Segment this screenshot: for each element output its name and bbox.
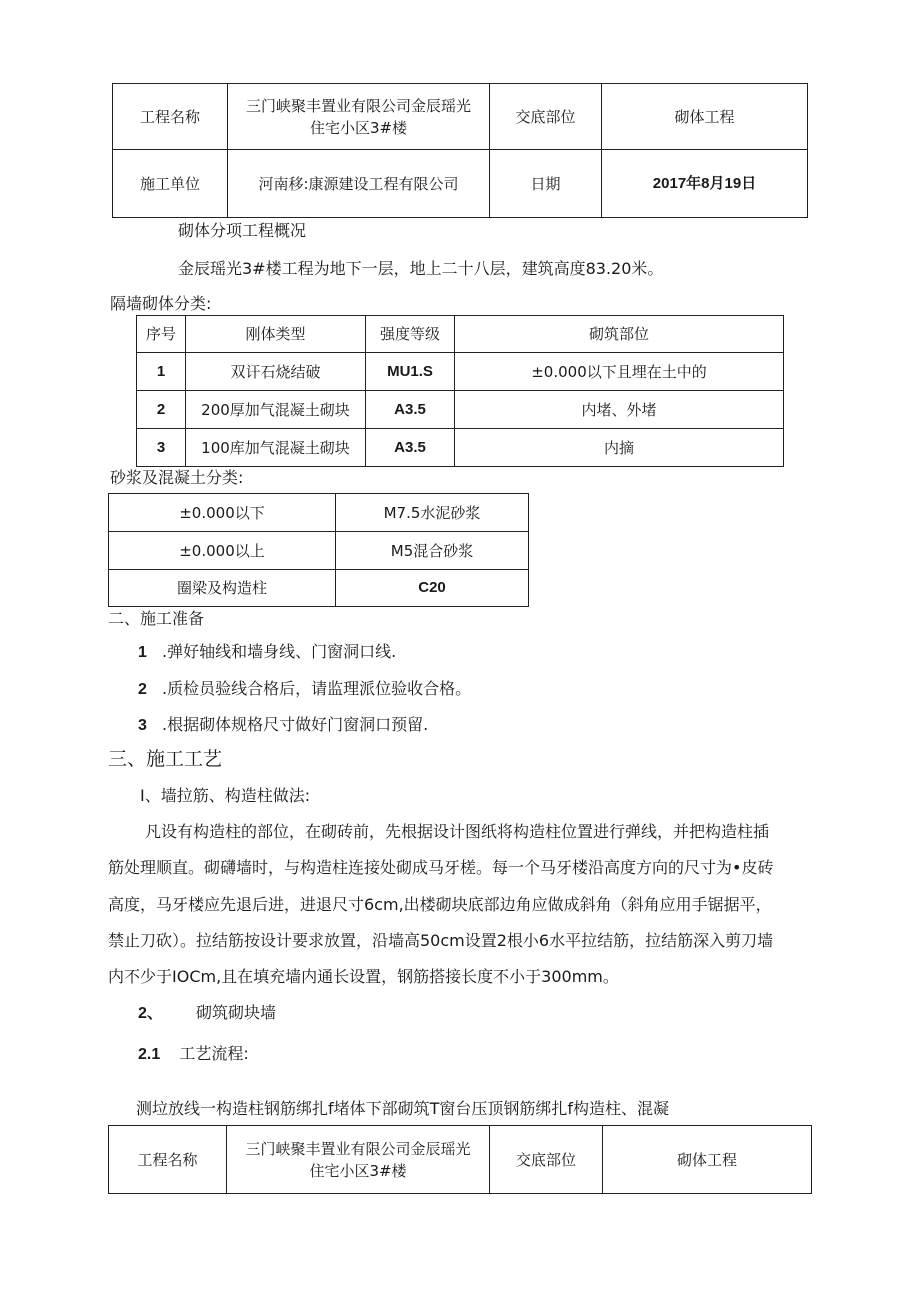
process-flow: 测垃放线一构造柱钢筋绑扎f堵体下部砌筑T窗台压顶钢筋绑扎f构造柱、混凝 (136, 1099, 670, 1118)
prep-item-1 (138, 640, 396, 665)
project-name-2-line2: 住宅小区3#楼 (309, 1161, 407, 1180)
table-row (109, 532, 529, 570)
overview-text: 金辰瑶光3#楼工程为地下一层，地上二十八层，建筑高度83.20米。 (178, 259, 664, 278)
mortar-cell: 圈梁及构造柱 (109, 570, 336, 607)
process-para-line-4: 禁止刀砍）。拉结筋按设计要求放置，沿墙高50cm设置2根小6水平拉结筋，拉结筋深入剪刀墙 (108, 931, 774, 950)
table-row (137, 429, 784, 467)
prep-item-text: .质检员验线合格后，请监理派位验收合格。 (162, 679, 472, 698)
prep-item-num: 2 (138, 681, 147, 698)
process-sub21-text: 工艺流程: (179, 1044, 249, 1063)
table-row (137, 391, 784, 429)
masonry-heading: 隔墙砌体分类: (110, 294, 212, 313)
process-sub2 (138, 1001, 276, 1026)
process-sub2-num: 2、 (138, 1005, 163, 1022)
label-date: 日期 (490, 150, 602, 218)
value-section-2: 砌体工程 (603, 1126, 812, 1194)
masonry-cell: 双讦石烧结破 (186, 353, 366, 391)
masonry-cell: 100库加气混凝土砌块 (186, 429, 366, 467)
prep-item-num: 1 (138, 644, 147, 661)
masonry-header-num: 序号 (137, 316, 186, 353)
label-section: 交底部位 (490, 84, 602, 150)
label-contractor: 施工单位 (113, 150, 228, 218)
prep-item-3 (138, 713, 428, 738)
masonry-cell: A3.5 (366, 391, 455, 429)
masonry-cell: 2 (137, 391, 186, 429)
prep-item-text: .根据砌体规格尺寸做好门窗洞口预留. (162, 715, 429, 734)
process-para-line-2: 筋处理顺直。砌礴墙时，与构造柱连接处砌成马牙槎。每一个马牙楼沿高度方向的尺寸为•皮砖 (108, 858, 774, 877)
masonry-header-location: 砌筑部位 (455, 316, 784, 353)
value-project-name (228, 84, 490, 150)
prep-heading: 二、施工准备 (108, 609, 205, 628)
masonry-header-type: 刚体类型 (186, 316, 366, 353)
table-row (137, 353, 784, 391)
project-name-line2: 住宅小区3#楼 (309, 118, 408, 137)
table-row (109, 570, 529, 607)
label-project-name: 工程名称 (113, 84, 228, 150)
masonry-cell: 内摘 (455, 429, 784, 467)
process-heading: 三、施工工艺 (108, 748, 223, 770)
header-table (112, 83, 808, 218)
table-row (109, 494, 529, 532)
mortar-cell: ±0.000以上 (109, 532, 336, 570)
masonry-cell: 1 (137, 353, 186, 391)
masonry-table (136, 315, 784, 467)
process-sub21 (138, 1042, 249, 1067)
project-name-2-line1: 三门峡聚丰置业有限公司金辰瑶光 (245, 1139, 471, 1158)
value-project-name-2 (227, 1126, 490, 1194)
project-name-line1: 三门峡聚丰置业有限公司金辰瑶光 (245, 96, 471, 115)
mortar-cell: M7.5水泥砂浆 (336, 494, 529, 532)
process-sub1: I、墙拉筋、构造柱做法: (140, 786, 311, 805)
prep-item-2 (138, 677, 471, 702)
masonry-header-grade: 强度等级 (366, 316, 455, 353)
label-section-2: 交底部位 (490, 1126, 603, 1194)
label-project-name-2: 工程名称 (109, 1126, 227, 1194)
mortar-cell: ±0.000以下 (109, 494, 336, 532)
masonry-cell: 3 (137, 429, 186, 467)
process-sub2-text: 砌筑砌块墙 (196, 1003, 277, 1022)
masonry-cell: 200厚加气混凝土砌块 (186, 391, 366, 429)
process-sub21-num: 2.1 (138, 1046, 161, 1063)
value-contractor: 河南移:康源建设工程有限公司 (228, 150, 490, 218)
masonry-cell: A3.5 (366, 429, 455, 467)
value-section: 砌体工程 (602, 84, 808, 150)
process-para-line-5: 内不少于IOCm,且在填充墙内通长设置，钢筋搭接长度不小于300mm。 (108, 967, 619, 986)
prep-item-text: .弹好轴线和墙身线、门窗洞口线. (162, 642, 397, 661)
prep-item-num: 3 (138, 717, 147, 734)
process-para-line-3: 高度，马牙楼应先退后进，进退尺寸6cm,出楼砌块底部边角应做成斜角（斜角应用手锯据平， (108, 895, 772, 914)
overview-heading: 砌体分项工程概况 (178, 221, 307, 240)
mortar-cell: M5混合砂浆 (336, 532, 529, 570)
header-table-2 (108, 1125, 812, 1194)
process-para-line-1: 凡设有构造柱的部位，在砌砖前，先根据设计图纸将构造柱位置进行弹线，并把构造柱插 (145, 822, 770, 841)
masonry-cell: ±0.000以下且埋在土中的 (455, 353, 784, 391)
mortar-heading: 砂浆及混凝土分类: (110, 468, 244, 487)
value-date: 2017年8月19日 (602, 150, 808, 218)
mortar-cell: C20 (336, 570, 529, 607)
masonry-cell: MU1.S (366, 353, 455, 391)
masonry-cell: 内堵、外堵 (455, 391, 784, 429)
mortar-table (108, 493, 529, 607)
